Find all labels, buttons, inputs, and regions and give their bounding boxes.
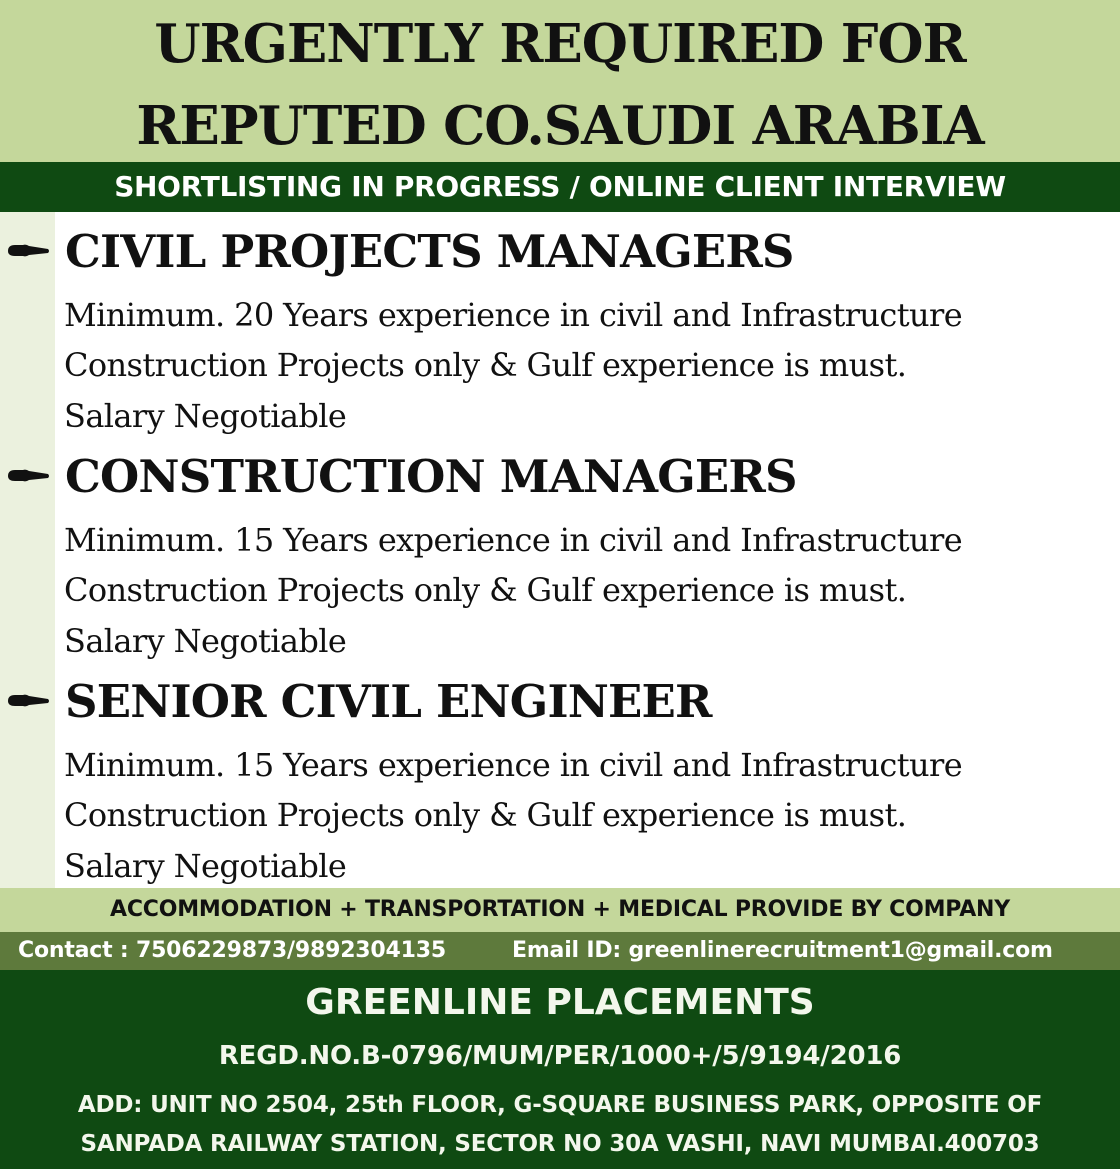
job-title: CIVIL PROJECTS MANAGERS bbox=[65, 225, 794, 278]
job-listing-senior-civil-engineer bbox=[0, 670, 1120, 885]
company-name: GREENLINE PLACEMENTS bbox=[305, 982, 815, 1023]
job-requirement-line: Minimum. 15 Years experience in civil and Infrastructure bbox=[64, 746, 963, 784]
job-requirement-line: Construction Projects only & Gulf experience is must. bbox=[64, 796, 907, 834]
registration-number: REGD.NO.B-0796/MUM/PER/1000+/5/9194/2016 bbox=[218, 1041, 902, 1071]
address-line-2: SANPADA RAILWAY STATION, SECTOR NO 30A VASHI, NAVI MUMBAI.400703 bbox=[80, 1131, 1040, 1157]
job-listing-construction-managers bbox=[0, 445, 1120, 660]
hand-pointer-icon bbox=[6, 690, 50, 712]
headline-line-1: URGENTLY REQUIRED FOR bbox=[154, 13, 966, 75]
salary-line: Salary Negotiable bbox=[64, 847, 347, 885]
salary-line: Salary Negotiable bbox=[64, 622, 347, 660]
company-footer bbox=[0, 970, 1120, 1169]
shortlisting-banner: SHORTLISTING IN PROGRESS / ONLINE CLIENT INTERVIEW bbox=[0, 162, 1120, 212]
job-listing-civil-projects-managers bbox=[0, 220, 1120, 435]
job-requirement-line: Construction Projects only & Gulf experience is must. bbox=[64, 571, 907, 609]
job-requirement-line: Construction Projects only & Gulf experience is must. bbox=[64, 346, 907, 384]
contact-phone: Contact : 7506229873/9892304135 bbox=[18, 938, 446, 963]
hand-pointer-icon bbox=[6, 240, 50, 262]
benefits-banner: ACCOMMODATION + TRANSPORTATION + MEDICAL PROVIDE BY COMPANY bbox=[0, 888, 1120, 932]
contact-email: Email ID: greenlinerecruitment1@gmail.com bbox=[512, 938, 1053, 963]
job-title: SENIOR CIVIL ENGINEER bbox=[65, 675, 712, 728]
salary-line: Salary Negotiable bbox=[64, 397, 347, 435]
left-accent-strip bbox=[0, 212, 55, 888]
headline-line-2: REPUTED CO.SAUDI ARABIA bbox=[136, 95, 984, 157]
contact-bar bbox=[0, 932, 1120, 970]
job-requirement-line: Minimum. 20 Years experience in civil and Infrastructure bbox=[64, 296, 963, 334]
headline-banner bbox=[0, 0, 1120, 162]
address-line-1: ADD: UNIT NO 2504, 25th FLOOR, G-SQUARE BUSINESS PARK, OPPOSITE OF bbox=[77, 1092, 1043, 1118]
job-title: CONSTRUCTION MANAGERS bbox=[65, 450, 797, 503]
job-requirement-line: Minimum. 15 Years experience in civil and Infrastructure bbox=[64, 521, 963, 559]
hand-pointer-icon bbox=[6, 465, 50, 487]
